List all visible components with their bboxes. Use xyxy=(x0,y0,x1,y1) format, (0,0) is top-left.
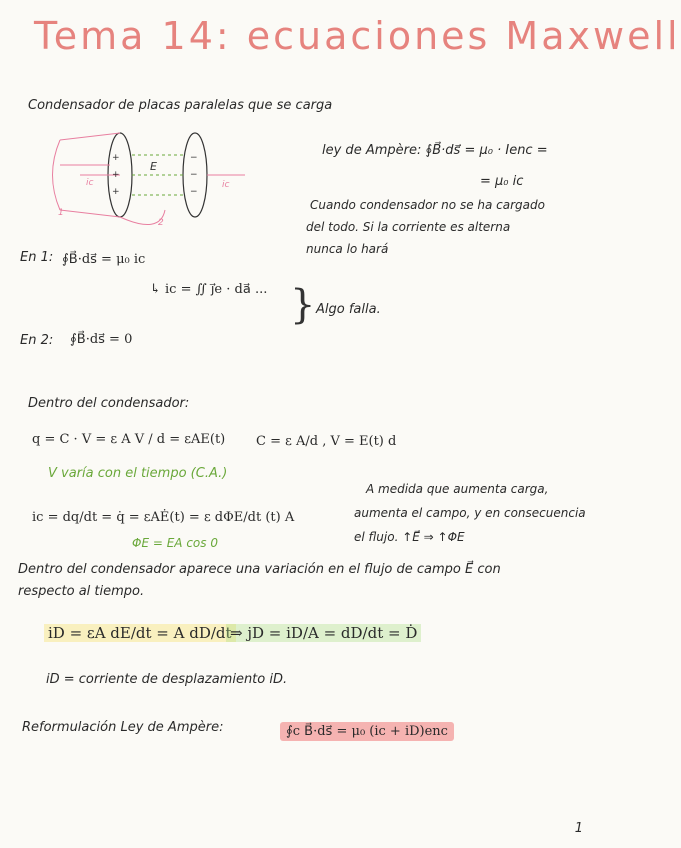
reformulated-ampere-equation: ∮c B⃗·ds⃗ = μ₀ (ic + iD)enc xyxy=(280,722,454,741)
equation-q: q = C · V = ε A V / d = εAE(t) xyxy=(32,432,226,447)
ampere-law: ley de Ampère: ∮B⃗·ds⃗ = μ₀ · Ienc = xyxy=(322,143,548,158)
label-ic-left: ic xyxy=(86,178,94,188)
equation-c: C = ε A/d , V = E(t) d xyxy=(256,434,397,449)
svg-text:−: − xyxy=(190,170,198,180)
page-title: Tema 14: ecuaciones Maxwell xyxy=(34,14,681,58)
equation-ic: ic = dq/dt = q̇ = εAĖ(t) = ε dΦE/dt (t) A xyxy=(32,510,295,525)
medida-line-1: A medida que aumenta carga, xyxy=(366,482,549,496)
equation-id: iD = εA dE/dt = A dD/dt xyxy=(44,624,236,642)
label-1: 1 xyxy=(58,208,64,218)
en2-equation: ∮B⃗·ds⃗ = 0 xyxy=(70,332,133,347)
displacement-text-1: Dentro del condensador aparece una variación en el flujo de campo E⃗ con xyxy=(18,562,501,577)
svg-text:−: − xyxy=(190,153,198,163)
label-e: E xyxy=(150,160,157,173)
page-number: 1 xyxy=(574,821,583,836)
en1-equation: ∮B⃗·ds⃗ = μ₀ ic xyxy=(62,252,146,267)
reformulation-label: Reformulación Ley de Ampère: xyxy=(22,720,224,735)
note-line-3: nunca lo hará xyxy=(306,242,389,256)
label-ic-right: ic xyxy=(222,180,230,190)
equation-jd: ⇒ jD = iD/A = dD/dt = Ḋ xyxy=(226,624,421,642)
svg-text:+: + xyxy=(112,187,120,197)
svg-text:+: + xyxy=(112,170,120,180)
displacement-current-definition: iD = corriente de desplazamiento iD. xyxy=(46,672,288,687)
brace: } xyxy=(290,282,316,328)
phi-e-definition: ΦE = EA cos 0 xyxy=(132,536,218,550)
capacitor-diagram xyxy=(50,125,250,235)
en1-label: En 1: xyxy=(20,250,54,265)
note-line-1: Cuando condensador no se ha cargado xyxy=(310,198,545,212)
section-heading-inside: Dentro del condensador: xyxy=(28,396,190,411)
medida-line-3: el flujo. ↑E⃗ ⇒ ↑ΦE xyxy=(354,530,465,544)
displacement-text-2: respecto al tiempo. xyxy=(18,584,145,599)
algo-falla: Algo falla. xyxy=(316,302,381,317)
note-line-2: del todo. Si la corriente es alterna xyxy=(306,220,511,234)
ampere-law-cont: = μ₀ ic xyxy=(480,174,524,189)
current-line-left xyxy=(60,165,120,175)
svg-text:−: − xyxy=(190,187,198,197)
section-heading-capacitor: Condensador de placas paralelas que se carga xyxy=(28,98,333,113)
svg-text:+: + xyxy=(112,153,120,163)
en2-label: En 2: xyxy=(20,333,54,348)
field-lines xyxy=(132,155,183,195)
v-varia-note: V varía con el tiempo (C.A.) xyxy=(48,466,228,481)
en1-sub-equation: ↳ ic = ∬ j⃗e · da⃗ ... xyxy=(150,282,268,297)
label-2: 2 xyxy=(158,218,164,228)
medida-line-2: aumenta el campo, y en consecuencia xyxy=(354,506,586,520)
